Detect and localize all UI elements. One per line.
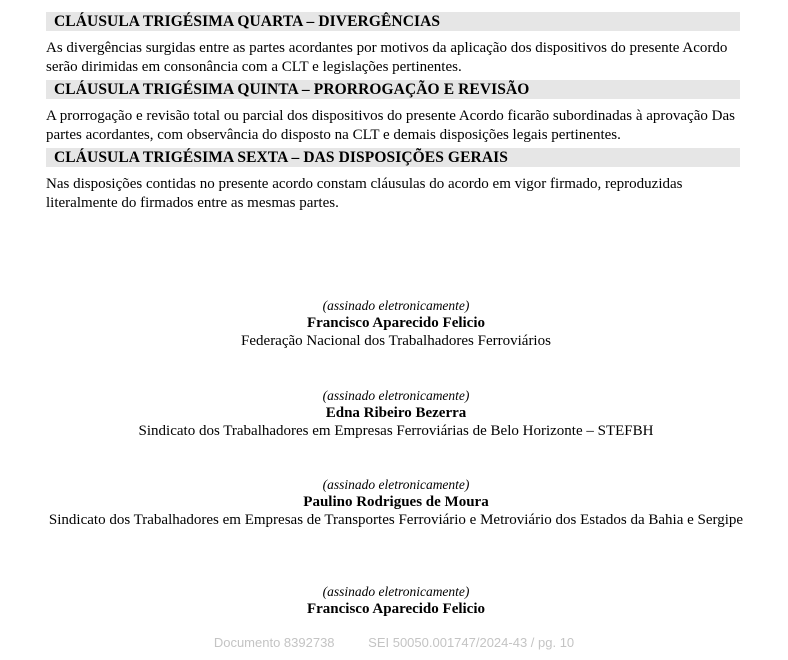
sei-reference: SEI 50050.001747/2024-43 / pg. 10 — [368, 635, 575, 650]
signatory-name: Edna Ribeiro Bezerra — [325, 405, 467, 421]
signature-block — [46, 583, 746, 618]
clauses-section — [46, 12, 740, 212]
signatory-organization: Federação Nacional dos Trabalhadores Ferroviários — [241, 333, 551, 349]
clause-body-36: Nas disposições contidas no presente acordo constam cláusulas do acordo em vigor firmado, reproduzidas literalmente do firmados entre as mesmas partes. — [46, 176, 683, 211]
document-number: Documento 8392738 — [213, 635, 335, 650]
signatory-name: Francisco Aparecido Felicio — [306, 315, 486, 331]
clause-body-35: A prorrogação e revisão total ou parcial dos dispositivos do presente Acordo ficarão subordinadas à aprovação Das partes acordantes, com observância do disposto na CLT e demais disposições legais pertinentes. — [46, 108, 735, 143]
signature-block — [46, 476, 746, 530]
signatory-name: Francisco Aparecido Felicio — [306, 601, 486, 617]
signature-note: (assinado eletronicamente) — [322, 298, 470, 313]
signatory-organization: Sindicato dos Trabalhadores em Empresas Ferroviárias de Belo Horizonte – STEFBH — [138, 423, 654, 439]
clause-heading-35: CLÁUSULA TRIGÉSIMA QUINTA – PRORROGAÇÃO E REVISÃO — [46, 80, 740, 99]
signatory-name: Paulino Rodrigues de Moura — [303, 494, 489, 510]
signature-note: (assinado eletronicamente) — [322, 388, 470, 403]
page-footer — [0, 635, 788, 650]
signature-note: (assinado eletronicamente) — [322, 477, 470, 492]
signature-note: (assinado eletronicamente) — [322, 584, 470, 599]
signature-block — [46, 297, 746, 351]
signatory-organization: Sindicato dos Trabalhadores em Empresas de Transportes Ferroviário e Metroviário dos Estados da Bahia e Sergipe — [48, 512, 744, 528]
clause-heading-34: CLÁUSULA TRIGÉSIMA QUARTA – DIVERGÊNCIAS — [46, 12, 740, 31]
clause-heading-36: CLÁUSULA TRIGÉSIMA SEXTA – DAS DISPOSIÇÕES GERAIS — [46, 148, 740, 167]
clause-body-34: As divergências surgidas entre as partes acordantes por motivos da aplicação dos dispositivos do presente Acordo serão dirimidas em consonância com a CLT e legislações pertinentes. — [46, 40, 728, 75]
signature-block — [46, 387, 746, 441]
